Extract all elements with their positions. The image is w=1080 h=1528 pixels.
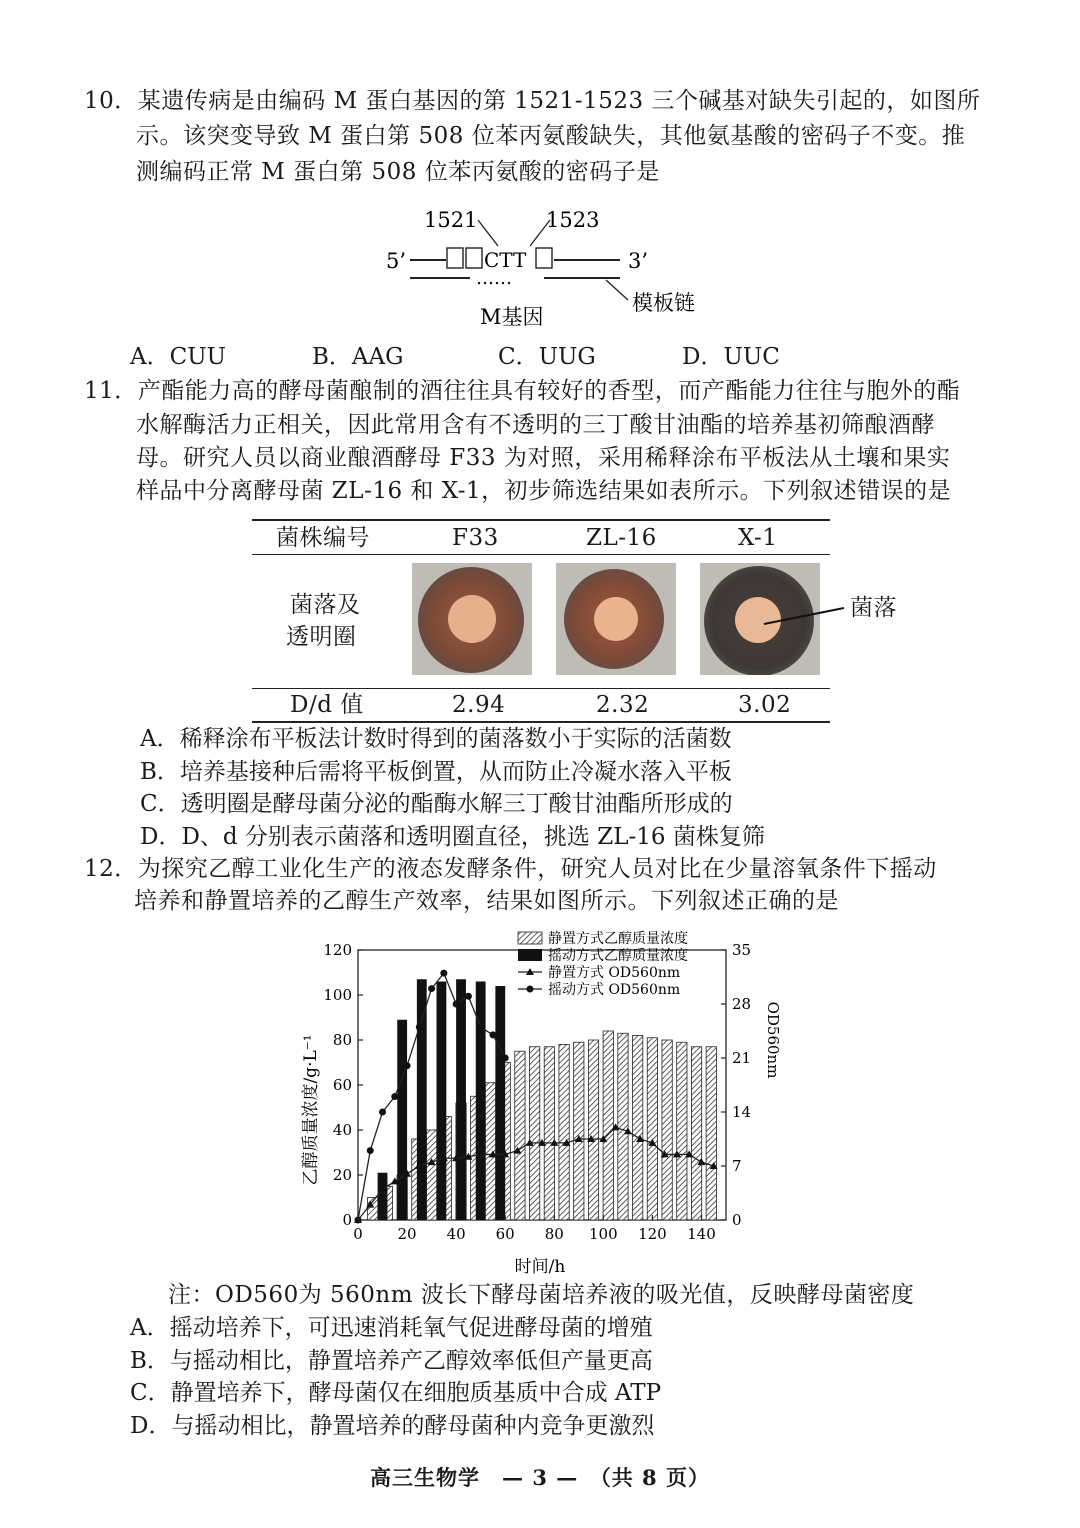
q10-option-c[interactable]: C．UUG <box>498 344 596 370</box>
th-x1: X-1 <box>738 525 778 551</box>
static-bar <box>706 1047 716 1220</box>
three-prime-end: 3’ <box>628 249 649 273</box>
shake-od-point <box>428 985 435 992</box>
shake-od-point <box>477 1024 484 1031</box>
q12-option-c[interactable]: C．静置培养下，酵母菌仅在细胞质基质中合成 ATP <box>130 1380 662 1406</box>
template-dots: …… <box>476 268 512 289</box>
row-label-colony: 菌落及 <box>290 592 361 618</box>
dd-label: D/d 值 <box>290 692 364 718</box>
y-tick-label: 80 <box>332 1031 352 1049</box>
dd-zl16: 2.32 <box>596 692 650 718</box>
shake-od-point <box>379 1109 386 1116</box>
y2-tick-label: 21 <box>732 1049 752 1067</box>
q10-option-b[interactable]: B．AAG <box>312 344 404 370</box>
chart-legend <box>518 930 688 998</box>
pos-1521-pointer <box>478 220 498 246</box>
static-bar <box>618 1033 628 1220</box>
shake-od-point <box>502 1055 509 1062</box>
x-tick-label: 0 <box>353 1225 363 1243</box>
legend-label: 静置方式 OD560nm <box>548 965 681 981</box>
static-bar <box>647 1038 657 1220</box>
pos-1523-label: 1523 <box>546 208 600 232</box>
static-bar <box>603 1031 613 1220</box>
th-zl16: ZL-16 <box>586 525 657 551</box>
y-tick-label: 120 <box>323 941 352 959</box>
q11-option-b[interactable]: B．培养基接种后需将平板倒置，从而防止冷凝水落入平板 <box>140 759 732 785</box>
shake-od-point <box>416 1024 423 1031</box>
dd-x1: 3.02 <box>738 692 792 718</box>
static-bar <box>485 1083 495 1220</box>
table-top-rule <box>252 519 830 521</box>
q11-line-1: 11．产酯能力高的酵母菌酿制的酒往往具有较好的香型，而产酯能力往往与胞外的酯 <box>84 378 961 404</box>
static-bar <box>691 1047 701 1220</box>
q12-option-a[interactable]: A．摇动培养下，可迅速消耗氧气促进酵母菌的增殖 <box>130 1315 653 1341</box>
static-bar <box>588 1040 598 1220</box>
legend-swatch-shake-bar <box>518 949 542 961</box>
q12-option-b[interactable]: B．与摇动相比，静置培养产乙醇效率低但产量更高 <box>130 1348 653 1374</box>
pos-1523-pointer <box>530 220 550 246</box>
m-gene-diagram <box>370 198 730 338</box>
static-bar <box>544 1047 554 1220</box>
base-box-1 <box>447 248 463 268</box>
y2-tick-label: 35 <box>732 941 752 959</box>
shake-bar <box>417 979 427 1220</box>
colony-label: 菌落 <box>850 595 897 621</box>
base-box-3 <box>536 248 552 268</box>
shake-od-point <box>404 1062 411 1069</box>
q11-line-4: 样品中分离酵母菌 ZL-16 和 X-1，初步筛选结果如表所示。下列叙述错误的是 <box>136 478 952 504</box>
static-bar <box>426 1130 436 1220</box>
dd-f33: 2.94 <box>452 692 506 718</box>
x-tick-label: 120 <box>638 1225 667 1243</box>
x-axis-label: 时间/h <box>514 1257 566 1277</box>
y2-tick-label: 7 <box>732 1157 742 1175</box>
shake-od-point <box>453 1001 460 1008</box>
y-tick-label: 40 <box>332 1121 352 1139</box>
m-gene-diagram-svg <box>370 198 730 338</box>
q12-line-1: 12．为探究乙醇工业化生产的液态发酵条件，研究人员对比在少量溶氧条件下摇动 <box>84 856 937 882</box>
base-box-2 <box>466 248 482 268</box>
x-tick-label: 20 <box>397 1225 417 1243</box>
ctt-sequence: CTT <box>484 248 527 272</box>
x-tick-label: 60 <box>495 1225 515 1243</box>
x-tick-label: 80 <box>544 1225 564 1243</box>
static-bar <box>515 1051 525 1220</box>
plate-zl16 <box>556 563 676 675</box>
y2-axis-label: OD560nm <box>764 1001 782 1079</box>
static-bar <box>559 1045 569 1221</box>
q12-line-2: 培养和静置培养的乙醇生产效率，结果如图所示。下列叙述正确的是 <box>134 888 839 914</box>
y-axis-label: 乙醇质量浓度/g·L⁻¹ <box>301 1034 321 1186</box>
colony-pointer-line <box>764 608 844 624</box>
q10-line-2: 示。该突变导致 M 蛋白第 508 位苯丙氨酸缺失，其他氨基酸的密码子不变。推 <box>136 123 966 149</box>
table-bottom-rule <box>252 721 830 723</box>
legend-swatch-static-bar <box>518 932 542 944</box>
shake-bar <box>456 979 466 1220</box>
legend-label: 静置方式乙醇质量浓度 <box>548 931 688 947</box>
y2-tick-label: 0 <box>732 1211 742 1229</box>
y2-tick-label: 28 <box>732 995 752 1013</box>
th-strain-id: 菌株编号 <box>276 525 370 551</box>
q10-option-d[interactable]: D．UUC <box>682 344 780 370</box>
template-pointer <box>606 280 628 300</box>
five-prime-end: 5’ <box>386 249 407 273</box>
legend-label: 摇动方式乙醇质量浓度 <box>548 948 688 964</box>
q12-option-d[interactable]: D．与摇动相比，静置培养的酵母菌种内竞争更激烈 <box>130 1413 655 1439</box>
th-f33: F33 <box>452 525 499 551</box>
plate-f33 <box>412 563 532 675</box>
shake-od-point <box>465 993 472 1000</box>
shake-bar <box>397 1020 407 1220</box>
page-footer: 高三生物学 — 3 — （共 8 页） <box>370 1465 710 1490</box>
shake-bar <box>378 1173 388 1220</box>
legend-label: 摇动方式 OD560nm <box>548 982 681 998</box>
ethanol-od-chart <box>296 930 796 1282</box>
y-tick-label: 20 <box>332 1166 352 1184</box>
static-bar <box>677 1042 687 1220</box>
q10-line-1: 10．某遗传病是由编码 M 蛋白基因的第 1521-1523 三个碱基对缺失引起的，如图所 <box>84 88 981 114</box>
shake-bar <box>437 982 447 1221</box>
colony-zl16 <box>594 597 638 641</box>
shake-bar <box>495 986 505 1220</box>
q11-line-2: 水解酶活力正相关，因此常用含有不透明的三丁酸甘油酯的培养基初筛酿酒酵 <box>136 412 935 438</box>
m-gene-label: M基因 <box>480 305 544 329</box>
q12-note: 注：OD560为 560nm 波长下酵母菌培养液的吸光值，反映酵母菌密度 <box>168 1282 915 1308</box>
static-bar <box>633 1036 643 1221</box>
x-tick-label: 100 <box>589 1225 618 1243</box>
x-tick-label: 140 <box>687 1225 716 1243</box>
y-tick-label: 100 <box>323 986 352 1004</box>
legend-marker-circle <box>527 986 534 993</box>
shake-od-point <box>440 970 447 977</box>
q11-option-d[interactable]: D．D、d 分别表示菌落和透明圈直径，挑选 ZL-16 菌株复筛 <box>140 824 765 850</box>
table-header-rule <box>252 554 830 555</box>
q10-line-3: 测编码正常 M 蛋白第 508 位苯丙氨酸的密码子是 <box>136 159 660 185</box>
shake-od-point <box>367 1147 374 1154</box>
static-bar <box>529 1047 539 1220</box>
template-strand-label: 模板链 <box>632 291 695 315</box>
table-mid-rule <box>252 688 830 689</box>
q10-option-a[interactable]: A．CUU <box>130 344 226 370</box>
static-bar <box>662 1040 672 1220</box>
shake-od-point <box>391 1093 398 1100</box>
colony-f33 <box>448 595 496 643</box>
q11-option-a[interactable]: A．稀释涂布平板法计数时得到的菌落数小于实际的活菌数 <box>140 726 732 752</box>
pos-1521-label: 1521 <box>424 208 478 232</box>
static-bar <box>574 1042 584 1220</box>
y-tick-label: 60 <box>332 1076 352 1094</box>
shake-od-point <box>489 1031 496 1038</box>
y2-tick-label: 14 <box>732 1103 752 1121</box>
x-tick-label: 40 <box>446 1225 466 1243</box>
colony-pointer <box>760 600 850 630</box>
y-tick-label: 0 <box>342 1211 352 1229</box>
row-label-halo: 透明圈 <box>286 624 357 650</box>
q11-line-3: 母。研究人员以商业酿酒酵母 F33 为对照，采用稀释涂布平板法从土壤和果实 <box>136 445 951 471</box>
q11-option-c[interactable]: C．透明圈是酵母菌分泌的酯酶水解三丁酸甘油酯所形成的 <box>140 791 733 817</box>
